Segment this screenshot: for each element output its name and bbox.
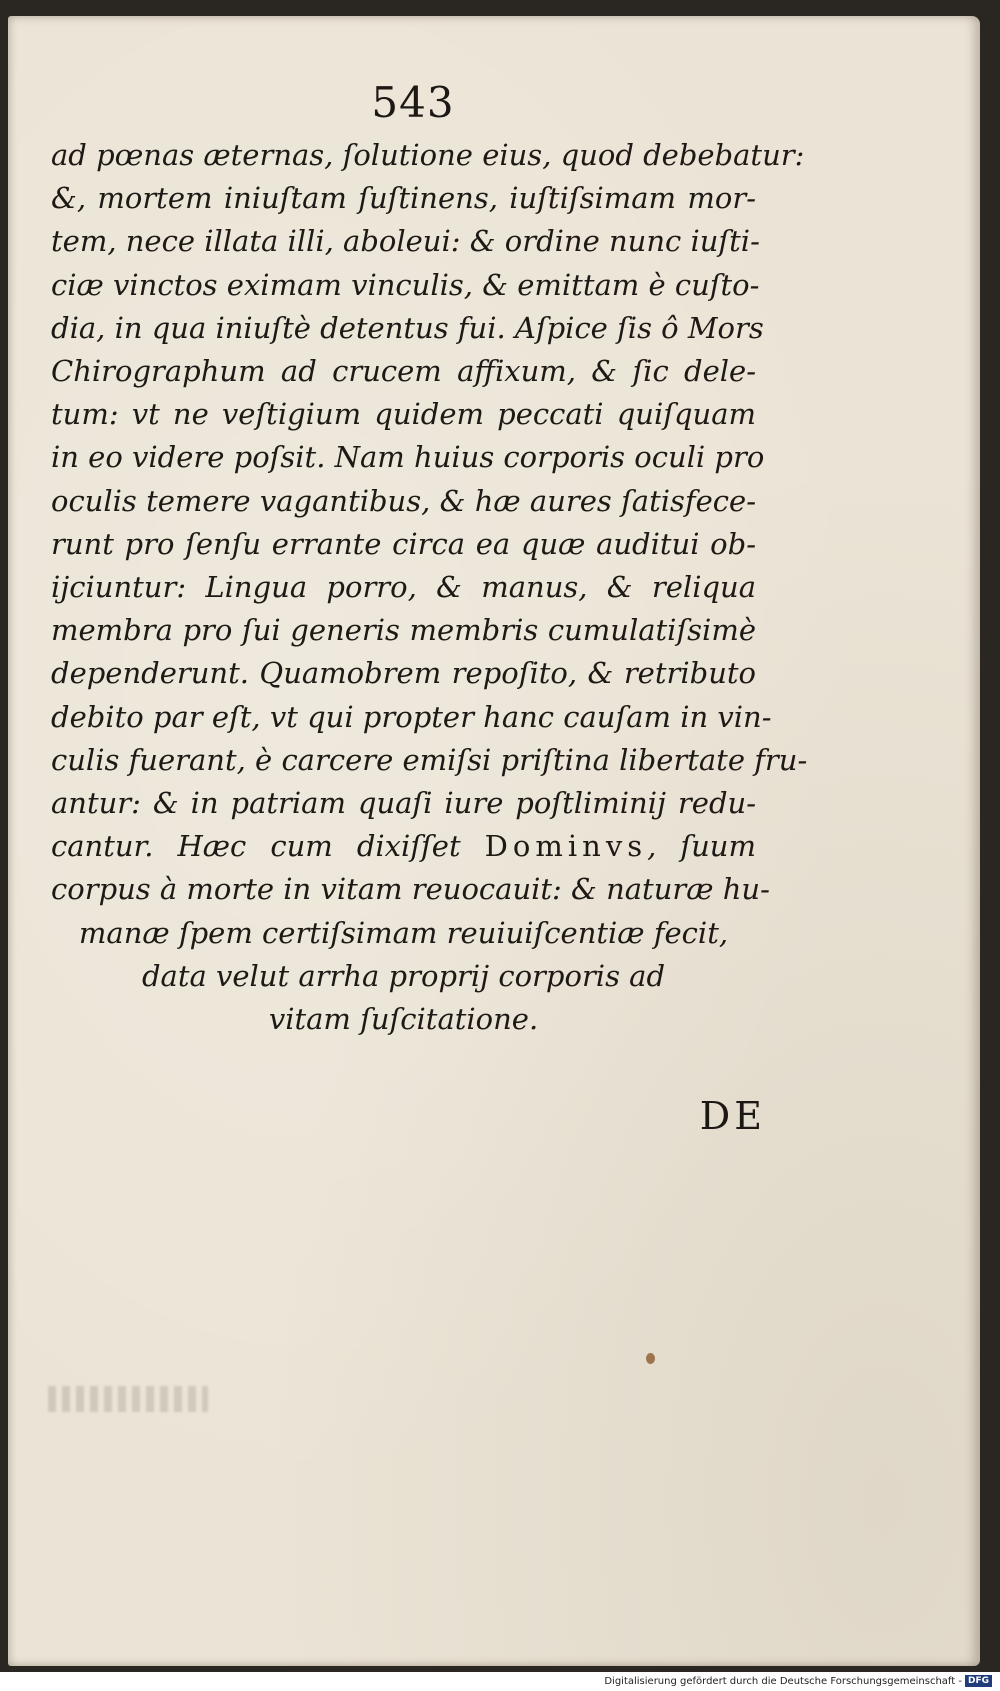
ink-bleed-through xyxy=(48,1386,208,1412)
text-line-centered: manæ ſpem certiſsimam reuiuiſcentiæ fecit, xyxy=(78,915,729,950)
text-line: in eo videre poſsit. Nam huius corporis oculi pro xyxy=(51,440,765,475)
digitization-credit xyxy=(604,1675,992,1687)
text-line: oculis temere vagantibus, & hæ aures ſatisfece- xyxy=(51,483,756,518)
small-caps-dominus: Dominvs xyxy=(484,829,648,864)
text-line-centered: data velut arrha proprij corporis ad xyxy=(141,958,666,993)
paper-stain xyxy=(646,1353,655,1364)
text-line: tum: vt ne veſtigium quidem peccati quiſquam xyxy=(51,397,756,432)
catchword: DE xyxy=(699,1094,766,1138)
text-line: ijciuntur: Lingua porro, & manus, & reliqua xyxy=(51,570,756,605)
text-line: corpus à morte in vitam reuocauit: & naturæ hu- xyxy=(51,872,770,907)
book-page xyxy=(8,16,980,1666)
text-segment: , ſuum xyxy=(647,829,756,864)
credit-text: Digitalisierung gefördert durch die Deutsche Forschungsgemeinschaft - xyxy=(604,1676,962,1687)
dfg-logo-icon: DFG xyxy=(965,1675,992,1687)
body-text xyxy=(51,134,808,1041)
text-line: Chirographum ad crucem affixum, & ſic dele- xyxy=(51,354,756,389)
text-line: ciæ vinctos eximam vinculis, & emittam è cuſto- xyxy=(51,267,760,302)
text-segment: cantur. Hæc cum dixiſſet xyxy=(51,829,485,864)
text-line: ad pœnas æternas, ſolutione eius, quod debebatur: xyxy=(51,138,805,172)
text-line: antur: & in patriam quaſi iure poſtliminij redu- xyxy=(51,786,756,821)
text-line-dominus xyxy=(51,825,756,868)
text-line: dependerunt. Quamobrem repoſito, & retributo xyxy=(51,656,756,691)
text-line: tem, nece illata illi, aboleui: & ordine nunc iuſti- xyxy=(51,224,760,259)
text-line: membra pro ſui generis membris cumulatiſsimè xyxy=(51,613,756,648)
text-line: debito par eſt, vt qui propter hanc cauſam in vin- xyxy=(51,699,772,734)
text-line-centered: vitam ſuſcitatione. xyxy=(268,1002,539,1037)
text-line: culis fuerant, è carcere emiſsi priſtina libertate fru- xyxy=(51,742,808,777)
page-number: 543 xyxy=(371,78,455,127)
text-line: runt pro ſenſu errante circa ea quæ auditui ob- xyxy=(51,526,756,561)
text-line: &, mortem iniuſtam ſuſtinens, iuſtiſsimam mor- xyxy=(51,181,756,216)
text-line: dia, in qua iniuſtè detentus fui. Aſpice ſis ô Mors xyxy=(51,310,764,345)
